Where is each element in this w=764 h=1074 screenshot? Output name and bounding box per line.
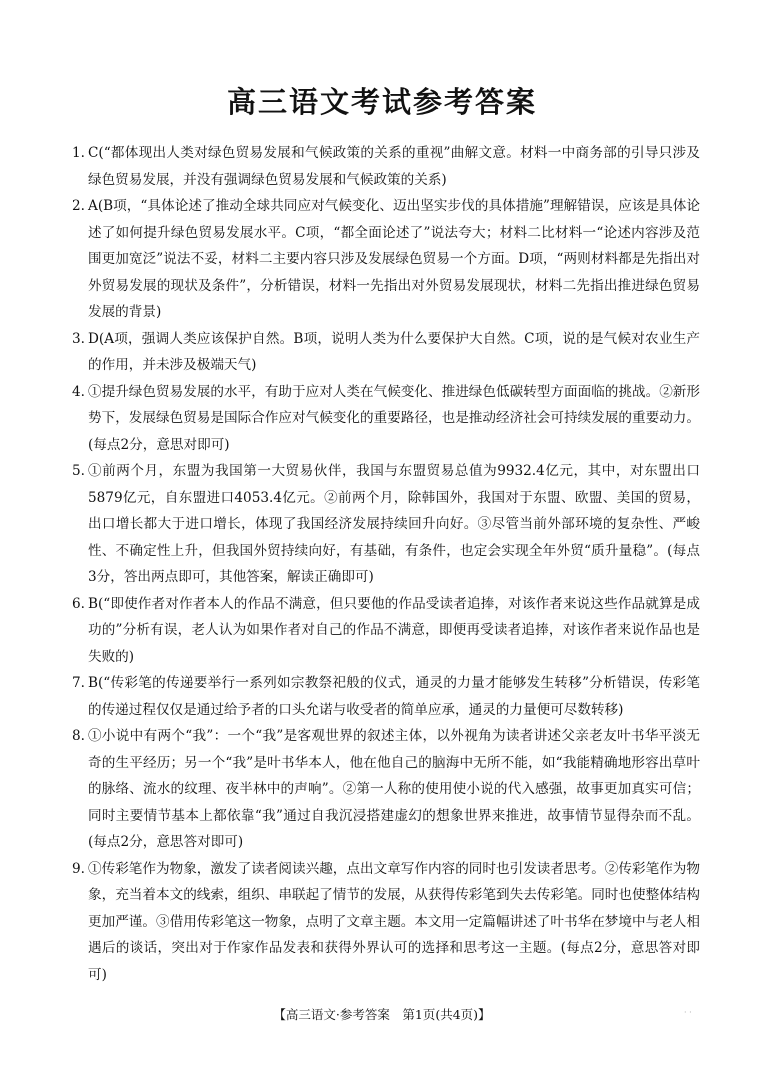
answer-number: 2. <box>72 198 85 214</box>
answer-text: C(“都体现出人类对绿色贸易发展和气候政策的关系的重视”曲解文意。材料一中商务部的引导只涉及绿色贸易发展，并没有强调绿色贸易发展和气候政策的关系) <box>88 145 700 188</box>
answer-text: ①传彩笔作为物象，激发了读者阅读兴趣，点出文章写作内容的同时也引发读者思考。②传彩笔作为物象，充当着本文的线索，组织、串联起了情节的发展，从获得传彩笔到失去传彩笔。同时也使整体结构更加严谨。③借用传彩笔这一物象，点明了文章主题。本文用一定篇幅讲述了叶书华在梦境中与老人相遇后的谈话，突出对于作家作品发表和获得外界认可的选择和思考这一主题。(每点2分，意思答对即可) <box>88 860 700 983</box>
answer-item-9 <box>72 856 700 989</box>
answer-text: A(B项，“具体论述了推动全球共同应对气候变化、迈出坚实步伐的具体措施”理解错误，应该是具体论述了如何提升绿色贸易发展水平。C项，“都全面论述了”说法夸大；材料二比材料一“论述内容涉及范围更加宽泛”说法不妥，材料二主要内容只涉及发展绿色贸易一个方面。D项，“两则材料都是先指出对外贸易发展的现状及条件”，分析错误，材料一先指出对外贸易发展现状，材料二先指出推进绿色贸易发展的背景) <box>88 198 700 320</box>
answer-number: 5. <box>72 463 85 479</box>
page-footer: 【高三语文·参考答案 第1页(共4页)】 <box>273 1007 491 1022</box>
answer-item-3 <box>72 326 700 379</box>
answer-number: 7. <box>72 675 85 691</box>
page-title: 高三语文考试参考答案 <box>226 85 537 119</box>
answer-text: ①小说中有两个“我”：一个“我”是客观世界的叙述主体，以外视角为读者讲述父亲老友叶书华平淡无奇的生平经历；另一个“我”是叶书华本人，他在他自己的脑海中无所不能，如“我能精确地形容出草叶的脉络、流水的纹理、夜半林中的声响”。②第一人称的使用使小说的代入感强，故事更加真实可信；同时主要情节基本上都依靠“我”通过自我沉浸搭建虚幻的想象世界来推进，故事情节显得杂而不乱。(每点2分，意思答对即可) <box>88 728 700 850</box>
answer-text: B(“传彩笔的传递要举行一系列如宗教祭祀般的仪式，通灵的力量才能够发生转移”分析错误，传彩笔的传递过程仅仅是通过给予者的口头允诺与收受者的简单应承，通灵的力量便可尽数转移) <box>88 675 700 718</box>
answer-item-2 <box>72 193 700 326</box>
answer-number: 1. <box>72 145 85 161</box>
answer-number: 9. <box>72 860 85 877</box>
answer-number: 6. <box>72 595 85 612</box>
answer-item-5 <box>72 458 700 591</box>
answer-item-6 <box>72 591 700 671</box>
answer-text: ①提升绿色贸易发展的水平，有助于应对人类在气候变化、推进绿色低碳转型方面面临的挑战。②新形势下，发展绿色贸易是国际合作应对气候变化的重要路径，也是推动经济社会可持续发展的重要动力。(每点2分，意思对即可) <box>88 383 700 453</box>
answer-number: 3. <box>72 330 85 347</box>
answer-item-4 <box>72 379 700 459</box>
answer-text: D(A项，强调人类应该保护自然。B项，说明人类为什么要保护大自然。C项，说的是气候对农业生产的作用，并未涉及极端天气) <box>88 330 700 373</box>
answer-item-8 <box>72 723 700 856</box>
answer-item-7 <box>72 670 700 723</box>
answer-text: ①前两个月，东盟为我国第一大贸易伙伴，我国与东盟贸易总值为9932.4亿元，其中，对东盟出口5879亿元，自东盟进口4053.4亿元。②前两个月，除韩国外，我国对于东盟、欧盟、美国的贸易，出口增长都大于进口增长，体现了我国经济发展持续回升向好。③尽管当前外部环境的复杂性、严峻性、不确定性上升，但我国外贸持续向好，有基础，有条件，也定会实现全年外贸“质升量稳”。(每点3分，答出两点即可，其他答案，解读正确即可) <box>88 463 700 585</box>
answer-number: 4. <box>72 383 85 400</box>
answer-text: B(“即使作者对作者本人的作品不满意，但只要他的作品受读者追捧，对该作者来说这些作品就算是成功的”分析有误，老人认为如果作者对自己的作品不满意，即便再受读者追捧，对该作者来说作品也是失败的) <box>88 595 700 665</box>
answer-item-1 <box>72 140 700 193</box>
answer-list <box>72 140 700 988</box>
scan-mark: · · <box>684 1008 692 1017</box>
answer-number: 8. <box>72 728 85 744</box>
